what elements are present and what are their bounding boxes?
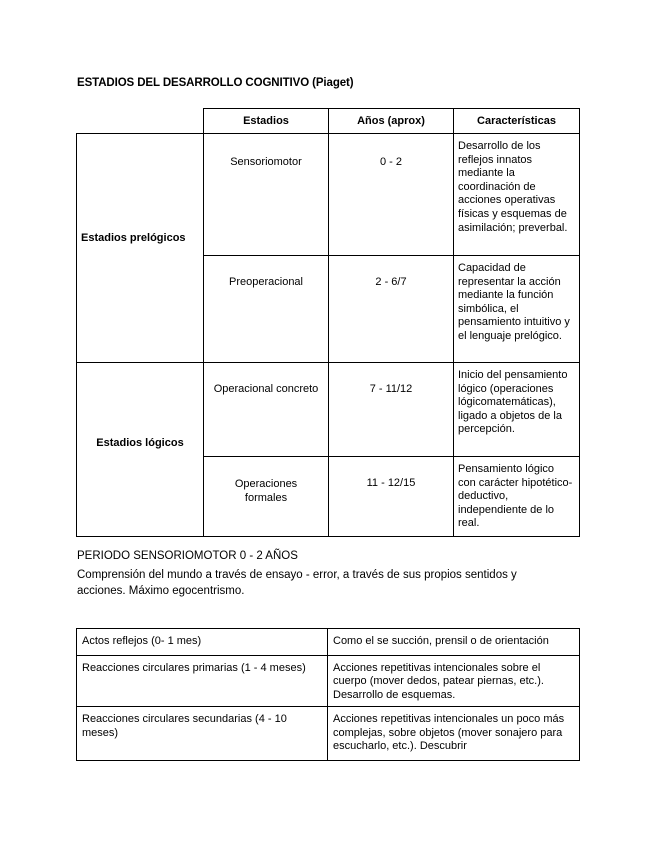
table-header-row xyxy=(77,109,580,134)
age-preoperational: 2 - 6/7 xyxy=(329,256,454,363)
table-row xyxy=(77,655,580,707)
sensorimotor-substages-table xyxy=(76,628,580,761)
age-formal-operations: 11 - 12/15 xyxy=(329,457,454,537)
age-concrete-operational: 7 - 11/12 xyxy=(329,363,454,457)
section-title: PERIODO SENSORIOMOTOR 0 - 2 AÑOS xyxy=(77,550,298,562)
characteristics-sensorimotor: Desarrollo de los reflejos innatos mediante la coordinación de acciones operativas físicas y esquemas de asimilación; preverbal. xyxy=(454,134,580,256)
header-age: Años (aprox) xyxy=(329,109,454,134)
group-prelogical-label: Estadios prelógicos xyxy=(81,232,186,244)
age-sensorimotor: 0 - 2 xyxy=(329,134,454,256)
substage-reflex-acts-description: Como el se succión, prensil o de orientación xyxy=(328,629,580,656)
stage-formal-operations: Operaciones formales xyxy=(204,457,329,537)
group-logical xyxy=(77,363,204,537)
section-description: Comprensión del mundo a través de ensayo - error, a través de sus propios sentidos y acciones. Máximo egocentrismo. xyxy=(77,569,517,597)
characteristics-concrete-operational: Inicio del pensamiento lógico (operaciones lógicomatemáticas), ligado a objetos de la percepción. xyxy=(454,363,580,457)
substage-reflex-acts: Actos reflejos (0- 1 mes) xyxy=(77,629,328,656)
header-characteristics: Características xyxy=(454,109,580,134)
group-prelogical xyxy=(77,134,204,363)
header-stages: Estadios xyxy=(204,109,329,134)
document-title: ESTADIOS DEL DESARROLLO COGNITIVO (Piaget) xyxy=(77,77,354,89)
characteristics-preoperational: Capacidad de representar la acción mediante la función simbólica, el pensamiento intuitivo y el lenguaje prelógico. xyxy=(454,256,580,363)
characteristics-formal-operations: Pensamiento lógico con carácter hipotético- deductivo, independiente de lo real. xyxy=(454,457,580,537)
substage-primary-circular: Reacciones circulares primarias (1 - 4 meses) xyxy=(77,655,328,707)
stage-preoperational: Preoperacional xyxy=(204,256,329,363)
group-logical-label: Estadios lógicos xyxy=(96,437,184,449)
substage-secondary-circular-description: Acciones repetitivas intencionales un poco más complejas, sobre objetos (mover sonajero para escucharlo, etc.). Descubrir xyxy=(328,707,580,761)
table-row xyxy=(77,363,580,457)
table-row xyxy=(77,134,580,256)
piaget-stages-table xyxy=(76,108,580,537)
table-row xyxy=(77,629,580,656)
substage-primary-circular-description: Acciones repetitivas intencionales sobre el cuerpo (mover dedos, patear piernas, etc.). Desarrollo de esquemas. xyxy=(328,655,580,707)
substage-secondary-circular: Reacciones circulares secundarias (4 - 10 meses) xyxy=(77,707,328,761)
table-row xyxy=(77,707,580,761)
stage-concrete-operational: Operacional concreto xyxy=(204,363,329,457)
stage-sensorimotor: Sensoriomotor xyxy=(204,134,329,256)
header-blank-cell xyxy=(77,109,204,134)
